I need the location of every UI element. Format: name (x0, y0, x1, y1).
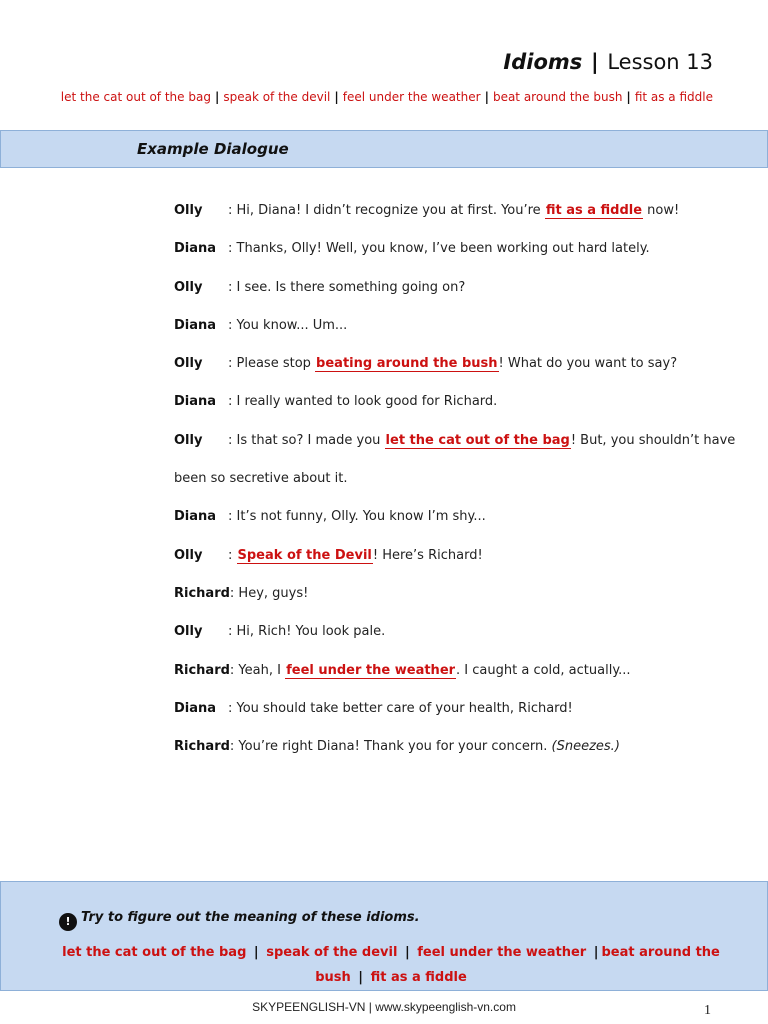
speaker: Olly (174, 547, 203, 563)
section-banner (0, 130, 768, 168)
title-lesson: Lesson 13 (607, 50, 713, 74)
line-text: now! (643, 203, 680, 218)
dialogue-line (174, 546, 734, 584)
section-title: Example Dialogue (137, 140, 289, 158)
dialogue-line (174, 354, 734, 392)
speaker: Richard (174, 662, 230, 678)
dialogue-line (174, 392, 734, 430)
divider: | (358, 970, 364, 985)
divider: | (593, 945, 599, 960)
divider: | (404, 945, 410, 960)
speaker: Olly (174, 356, 203, 372)
speaker: Olly (174, 203, 203, 218)
dialogue-line-continuation (174, 469, 734, 507)
tip-idiom: fit as a fiddle (370, 970, 467, 985)
dialogue-line (174, 699, 734, 737)
divider: | (626, 90, 631, 104)
stage-direction: (Sneezes.) (551, 739, 620, 755)
speaker: Diana (174, 394, 217, 410)
idiom-highlight: beating around the bush (316, 356, 498, 372)
divider: | (484, 90, 489, 104)
tip-idiom: feel under the weather (417, 945, 587, 960)
speaker: Richard (174, 585, 230, 601)
line-text: : Hi, Rich! You look pale. (228, 624, 386, 640)
divider: | (214, 90, 220, 104)
dialogue-line (174, 278, 734, 316)
line-text: ! Here’s Richard! (372, 547, 483, 563)
dialogue (174, 201, 734, 775)
speaker: Olly (174, 432, 203, 448)
idiom-highlight: let the cat out of the bag (385, 432, 570, 448)
exclamation-icon: ! (59, 913, 77, 931)
dialogue-line (174, 584, 734, 622)
header-idiom: speak of the devil (223, 90, 331, 104)
header-idiom: fit as a fiddle (634, 90, 713, 104)
speaker: Olly (174, 624, 203, 640)
tip-box (0, 881, 768, 991)
divider: | (334, 90, 339, 104)
speaker: Richard (174, 739, 230, 755)
dialogue-line (174, 737, 734, 775)
dialogue-line (174, 661, 734, 699)
tip-idiom-list (51, 940, 731, 990)
divider: | (253, 945, 259, 960)
tip-idiom: speak of the devil (266, 945, 398, 960)
dialogue-line (174, 316, 734, 354)
tip-heading-text: Try to figure out the meaning of these idioms. (81, 910, 420, 925)
idiom-highlight: Speak of the Devil (237, 547, 372, 563)
dialogue-line (174, 431, 734, 469)
speaker: Diana (174, 509, 217, 525)
line-text: : Thanks, Olly! Well, you know, I’ve been working out hard lately. (228, 241, 650, 257)
speaker: Diana (174, 241, 217, 257)
idiom-highlight: fit as a fiddle (545, 203, 643, 218)
header-idiom: let the cat out of the bag (60, 90, 211, 104)
dialogue-line (174, 507, 734, 545)
dialogue-line (174, 622, 734, 660)
dialogue-line (174, 239, 734, 277)
line-text: : Is that so? I made you (228, 432, 385, 448)
speaker: Diana (174, 317, 217, 333)
line-text: : You know... Um... (228, 317, 348, 333)
line-text: been so secretive about it. (174, 471, 348, 487)
title-separator: | (590, 50, 599, 74)
dialogue-line (174, 201, 734, 239)
idiom-highlight: feel under the weather (286, 662, 456, 678)
line-text: : (228, 547, 237, 563)
header-idiom: feel under the weather (342, 90, 481, 104)
tip-heading (59, 910, 420, 931)
line-text: . I caught a cold, actually... (456, 662, 631, 678)
page-title (503, 50, 713, 74)
page-number: 1 (704, 1003, 711, 1018)
header-idiom: beat around the bush (492, 90, 623, 104)
line-text: : You’re right Diana! Thank you for your concern. (229, 739, 552, 755)
footer: SKYPEENGLISH-VN | www.skypeenglish-vn.com (252, 1000, 516, 1014)
line-text: : You should take better care of your health, Richard! (228, 700, 573, 716)
tip-idiom: let the cat out of the bag (62, 945, 247, 960)
line-text: ! But, you shouldn’t have (570, 432, 736, 448)
line-text: : I really wanted to look good for Richard. (228, 394, 498, 410)
line-text: : I see. Is there something going on? (228, 279, 466, 295)
title-idioms: Idioms (503, 50, 583, 74)
tip-idiom: beat around the bush (315, 945, 720, 985)
header-idiom-list (61, 90, 713, 104)
speaker: Olly (174, 279, 203, 295)
line-text: : Please stop (228, 356, 316, 372)
line-text: : It’s not funny, Olly. You know I’m shy... (228, 509, 486, 525)
line-text: : Yeah, I (229, 662, 286, 678)
line-text: ! What do you want to say? (498, 356, 678, 372)
line-text: : Hi, Diana! I didn’t recognize you at first. You’re (228, 203, 545, 218)
speaker: Diana (174, 700, 217, 716)
line-text: : Hey, guys! (229, 585, 309, 601)
